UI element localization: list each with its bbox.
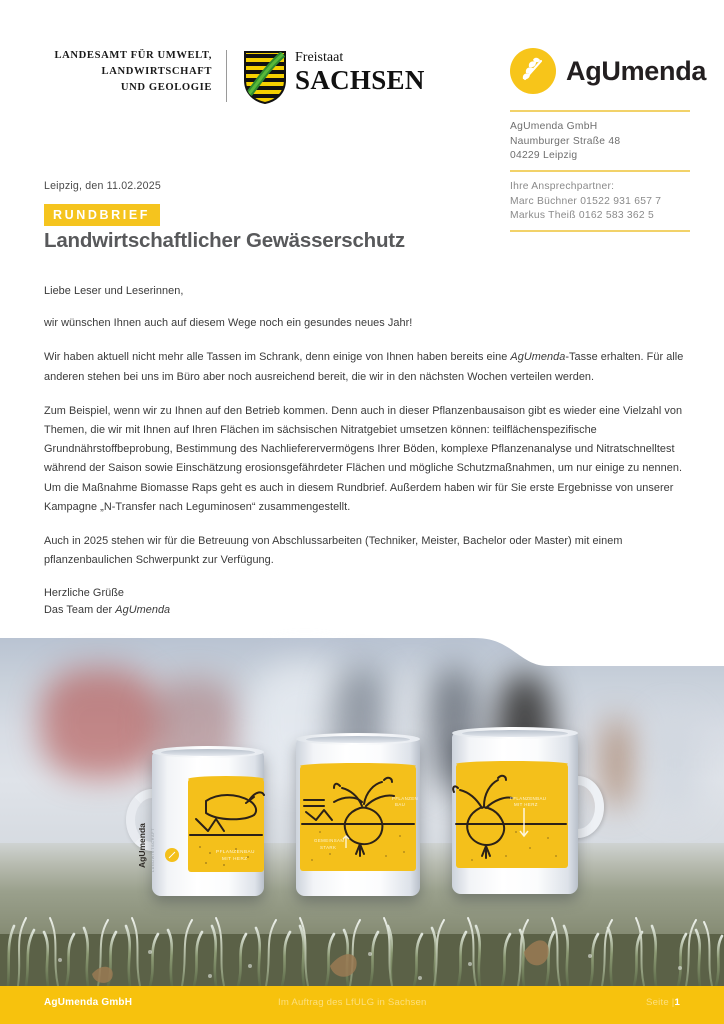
lfulg-logo	[42, 48, 425, 110]
mug-right-rim-inner	[462, 730, 568, 737]
paragraph-2-emphasis: AgUmenda	[510, 351, 566, 364]
signature-block	[44, 585, 692, 618]
footer-page-indicator	[646, 997, 680, 1008]
svg-text:STARK: STARK	[320, 845, 337, 850]
sender-street: Naumburger Straße 48	[510, 135, 621, 147]
header-rule-bottom	[510, 230, 690, 232]
frost-grass-foreground	[0, 856, 724, 986]
contact-person-2: Markus Theiß 0162 583 362 5	[510, 210, 654, 222]
signature-greeting: Herzliche Grüße	[44, 587, 125, 600]
photo-clip	[0, 638, 724, 986]
sender-company: AgUmenda GmbH	[510, 121, 598, 132]
mug-middle-rim-inner	[306, 736, 410, 743]
footer-center-note: Im Auftrag des LfULG in Sachsen	[278, 997, 427, 1008]
lfulg-line-3: UND GEOLOGIE	[120, 82, 212, 93]
letter-body	[44, 282, 692, 633]
svg-text:GEMEINSAM: GEMEINSAM	[314, 838, 345, 843]
footer-page-label: Seite |	[646, 997, 675, 1008]
agumenda-logo	[510, 48, 707, 94]
salutation: Liebe Leser und Leserinnen,	[44, 285, 184, 297]
mug-left-rim-inner	[161, 749, 255, 756]
svg-text:AgUmenda: AgUmenda	[137, 823, 147, 868]
bg-blob-brown	[600, 718, 634, 808]
svg-text:PFLANZENBAU: PFLANZENBAU	[510, 796, 547, 801]
paragraph-2	[44, 348, 692, 386]
wheat-ear-icon	[510, 48, 556, 94]
signature-team-name: AgUmenda	[115, 603, 171, 616]
paragraph-4: Auch in 2025 stehen wir für die Betreuung von Abschlussarbeiten (Techniker, Meister, Bachelor oder Master) mit einem pflanzenbaulichen Schwerpunkt zur Verfügung.	[44, 535, 623, 567]
lfulg-wordmark	[42, 48, 212, 96]
letter-date: Leipzig, den 11.02.2025	[44, 180, 161, 192]
contact-heading: Ihre Ansprechpartner:	[510, 181, 615, 192]
footer-company: AgUmenda GmbH	[44, 997, 133, 1008]
svg-text:MIT HERZ: MIT HERZ	[222, 856, 248, 861]
svg-text:MIT HERZ: MIT HERZ	[514, 802, 538, 807]
rundbrief-badge: RUNDBRIEF	[44, 204, 160, 226]
freistaat-sachsen-wordmark	[295, 50, 425, 95]
svg-text:BAU: BAU	[395, 802, 406, 807]
contact-person-1: Marc Büchner 01522 931 657 7	[510, 195, 662, 207]
page-footer	[0, 986, 724, 1024]
bg-blob-light-3	[650, 713, 700, 813]
signature-team-prefix: Das Team der	[44, 603, 116, 616]
logo-divider	[226, 50, 227, 102]
paragraph-2-part-b: -Tasse erhalten. Für alle anderen stehen bei uns im Büro aber noch ausreichend bereit, die wir in den nächsten Wochen verteilen werden.	[44, 351, 684, 383]
paragraph-2-part-a: Wir haben aktuell nicht mehr alle Tassen im Schrank, denn einige von Ihnen haben bereits eine	[44, 351, 511, 364]
paragraph-3: Zum Beispiel, wenn wir zu Ihnen auf den Betrieb kommen. Denn auch in dieser Pflanzenbausaison gibt es wieder eine Vielzahl von Themen, die wir mit Ihnen auf Ihren Flächen im sächsischen Nitratgebiet umsetzen können: teilflächenspezifische Grundnährstoffbeprobung, Bestimmung des Nachlieferervermögens Ihrer Böden, komplexe Pflanzenanalyse und Nitratschnelltest während der Saison sowie Einschätzung erosionsgefährdeter Flächen und mögliche Schutzmaßnahmen, um nur einige zu nennen. Um die Maßnahme Biomasse Raps geht es auch in diesem Rundbrief. Außerdem haben wir für Sie erste Ergebnisse von unserer Kampagne „N-Transfer nach Leguminosen“ zusammengestellt.	[44, 404, 683, 513]
sender-address	[510, 120, 620, 164]
header-rule-top	[510, 110, 690, 112]
svg-text:PFLANZENBAU: PFLANZENBAU	[216, 849, 255, 854]
contact-block	[510, 180, 661, 224]
page-title: Landwirtschaftlicher Gewässerschutz	[44, 229, 405, 252]
footer-page-number: 1	[674, 997, 680, 1008]
svg-text:LANDWIRTSCHAFT: LANDWIRTSCHAFT	[151, 827, 155, 872]
lfulg-line-1: LANDESAMT FÜR UMWELT,	[54, 50, 212, 61]
freistaat-label: Freistaat	[295, 50, 344, 65]
sender-city: 04229 Leipzig	[510, 150, 578, 162]
header-rule-middle	[510, 170, 690, 172]
sachsen-wappen-icon	[243, 50, 287, 105]
mug-right-artwork-band	[456, 764, 568, 868]
svg-text:PFLANZEN: PFLANZEN	[392, 796, 419, 801]
paragraph-1: wir wünschen Ihnen auch auf diesem Wege noch ein gesundes neues Jahr!	[44, 317, 413, 330]
photo-inner	[0, 638, 724, 986]
photo-mugs-on-frost	[0, 638, 724, 986]
bg-blob-red	[40, 668, 160, 778]
lfulg-line-2: LANDWIRTSCHAFT	[101, 66, 212, 77]
photo-corner-notch	[440, 638, 724, 678]
agumenda-wordmark: AgUmenda	[566, 56, 707, 86]
sachsen-label: SACHSEN	[295, 65, 425, 95]
